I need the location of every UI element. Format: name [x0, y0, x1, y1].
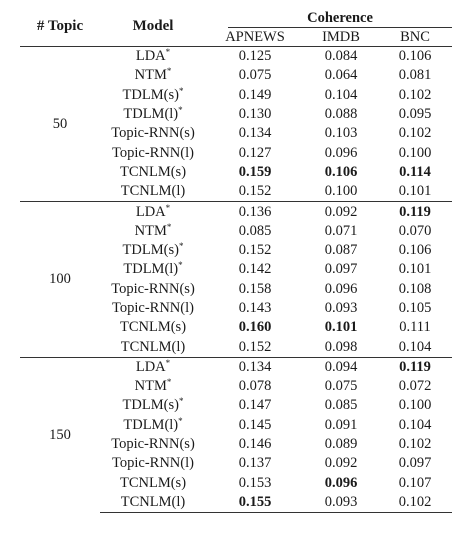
score-bnc-cell: 0.119: [378, 202, 452, 222]
asterisk-mark: *: [178, 85, 184, 96]
model-cell: [100, 299, 206, 318]
asterisk-mark: *: [165, 202, 171, 213]
score-apnews-cell: 0.137: [238, 455, 272, 472]
model-cell: [100, 280, 206, 299]
model-name: Topic-RNN(l): [112, 300, 194, 316]
model-name: TDLM(s): [122, 397, 179, 414]
score-imdb-cell: 0.091: [324, 416, 358, 433]
asterisk-mark: *: [165, 357, 171, 368]
score-apnews-cell: 0.142: [238, 261, 272, 278]
asterisk-mark: *: [166, 66, 172, 77]
score-apnews-cell: 0.145: [238, 416, 272, 433]
dataset-header-bnc: BNC: [400, 28, 430, 45]
model-cell: [100, 435, 206, 454]
table-row: [20, 47, 452, 67]
score-imdb-cell: 0.087: [324, 242, 358, 259]
model-cell: [100, 222, 206, 241]
model-name: NTM: [134, 222, 167, 239]
model-cell: [100, 241, 206, 260]
score-apnews-cell: 0.075: [238, 67, 272, 84]
score-imdb-cell: 0.094: [304, 357, 378, 377]
model-cell: [100, 493, 206, 513]
table-header: [20, 6, 452, 47]
model-cell: [100, 182, 206, 202]
score-imdb-cell: 0.084: [304, 47, 378, 67]
model-name: NTM: [134, 378, 167, 395]
model-cell: [100, 318, 206, 337]
table-row: [20, 202, 452, 222]
model-name: Topic-RNN(l): [112, 455, 194, 472]
asterisk-mark: *: [166, 377, 172, 388]
score-bnc-cell: 0.108: [398, 280, 432, 297]
score-bnc-cell: 0.081: [398, 67, 432, 84]
model-name: TDLM(s): [122, 242, 179, 259]
score-apnews-cell: 0.159: [238, 163, 272, 180]
model-cell: [100, 124, 206, 143]
model-name: LDA: [135, 358, 166, 375]
asterisk-mark: *: [178, 260, 183, 271]
table-row: [20, 357, 452, 377]
score-bnc-cell: 0.119: [378, 357, 452, 377]
score-apnews-cell: 0.134: [206, 357, 304, 377]
model-name: Topic-RNN(s): [111, 280, 195, 297]
score-bnc-cell: 0.100: [398, 397, 432, 414]
score-bnc-cell: 0.104: [398, 338, 432, 355]
model-cell: [100, 474, 206, 493]
model-cell: [100, 337, 206, 357]
score-imdb-cell: 0.096: [324, 280, 358, 297]
asterisk-mark: *: [178, 241, 184, 252]
score-imdb-cell: 0.064: [324, 67, 358, 84]
score-apnews-cell: 0.130: [238, 106, 272, 123]
model-name: Topic-RNN(s): [111, 125, 195, 142]
score-bnc-cell: 0.102: [398, 125, 432, 142]
score-apnews-cell: 0.136: [206, 202, 304, 222]
model-name: NTM: [134, 67, 167, 84]
model-cell: [100, 105, 206, 124]
score-bnc-cell: 0.106: [398, 242, 432, 259]
score-imdb-cell: 0.104: [324, 86, 358, 103]
model-cell: [100, 396, 206, 415]
model-name: LDA: [135, 203, 166, 220]
model-name: LDA: [135, 48, 166, 65]
score-imdb-cell: 0.092: [304, 202, 378, 222]
score-apnews-cell: 0.153: [238, 474, 272, 491]
score-imdb-cell: 0.093: [304, 493, 378, 513]
score-imdb-cell: 0.071: [324, 222, 358, 239]
model-name: TCNLM(l): [120, 338, 186, 355]
score-bnc-cell: 0.101: [398, 261, 432, 278]
score-apnews-cell: 0.078: [238, 378, 272, 395]
model-name: TDLM(l): [123, 261, 179, 278]
score-imdb-cell: 0.097: [324, 261, 358, 278]
score-apnews-cell: 0.147: [238, 397, 272, 414]
score-apnews-cell: 0.155: [206, 493, 304, 513]
score-imdb-cell: 0.096: [324, 474, 358, 491]
score-apnews-cell: 0.085: [238, 222, 272, 239]
model-name: TDLM(l): [123, 106, 179, 123]
model-cell: [100, 416, 206, 435]
score-imdb-cell: 0.103: [324, 125, 358, 142]
score-imdb-cell: 0.096: [324, 144, 358, 161]
model-cell: [100, 377, 206, 396]
model-name: TCNLM(s): [119, 474, 187, 491]
model-cell: [100, 357, 206, 377]
score-bnc-cell: 0.114: [399, 163, 431, 180]
score-bnc-cell: 0.104: [398, 416, 432, 433]
score-bnc-cell: 0.105: [398, 300, 432, 316]
score-apnews-cell: 0.158: [238, 280, 272, 297]
model-header: Model: [132, 17, 174, 34]
score-apnews-cell: 0.143: [238, 300, 272, 316]
model-name: TCNLM(l): [120, 493, 186, 510]
topic-count-cell: 100: [20, 202, 100, 357]
score-bnc-cell: 0.072: [398, 378, 432, 395]
score-imdb-cell: 0.075: [324, 378, 358, 395]
score-apnews-cell: 0.152: [238, 183, 272, 200]
score-bnc-cell: 0.101: [398, 183, 432, 200]
score-apnews-cell: 0.160: [238, 319, 272, 336]
model-cell: [100, 202, 206, 222]
score-imdb-cell: 0.100: [324, 183, 358, 200]
score-bnc-cell: 0.107: [398, 474, 432, 491]
score-bnc-cell: 0.100: [398, 144, 432, 161]
score-apnews-cell: 0.134: [238, 125, 272, 142]
model-cell: [100, 260, 206, 279]
model-name: TCNLM(s): [119, 319, 187, 336]
asterisk-mark: *: [165, 47, 171, 58]
score-imdb-cell: 0.098: [324, 338, 358, 355]
score-bnc-cell: 0.095: [398, 106, 432, 123]
model-name: TDLM(l): [123, 416, 179, 433]
score-imdb-cell: 0.088: [324, 106, 358, 123]
model-cell: [100, 66, 206, 85]
score-apnews-cell: 0.127: [238, 144, 272, 161]
score-apnews-cell: 0.152: [238, 338, 272, 355]
topic-count-cell: 150: [20, 357, 100, 512]
coherence-header: Coherence: [228, 10, 452, 28]
score-bnc-cell: 0.111: [399, 319, 431, 336]
score-imdb-cell: 0.093: [324, 300, 358, 316]
score-apnews-cell: 0.146: [238, 436, 272, 453]
topic-count-cell: 50: [20, 47, 100, 202]
score-bnc-cell: 0.102: [378, 493, 452, 513]
model-name: Topic-RNN(s): [111, 436, 195, 453]
asterisk-mark: *: [178, 105, 183, 116]
dataset-header-apnews: APNEWS: [225, 28, 285, 45]
model-name: TCNLM(l): [120, 183, 186, 200]
model-cell: [100, 47, 206, 67]
score-imdb-cell: 0.101: [324, 319, 358, 336]
score-apnews-cell: 0.152: [238, 242, 272, 259]
score-bnc-cell: 0.070: [398, 222, 432, 239]
model-cell: [100, 86, 206, 105]
asterisk-mark: *: [178, 396, 184, 407]
score-imdb-cell: 0.106: [324, 163, 358, 180]
table-body: [20, 47, 452, 513]
score-apnews-cell: 0.125: [206, 47, 304, 67]
score-bnc-cell: 0.097: [398, 455, 432, 472]
model-name: TDLM(s): [122, 86, 179, 103]
score-apnews-cell: 0.149: [238, 86, 272, 103]
model-cell: [100, 163, 206, 182]
score-imdb-cell: 0.089: [324, 436, 358, 453]
topic-header: # Topic: [36, 17, 84, 34]
score-bnc-cell: 0.102: [398, 436, 432, 453]
score-imdb-cell: 0.092: [324, 455, 358, 472]
model-name: TCNLM(s): [119, 163, 187, 180]
model-cell: [100, 143, 206, 162]
asterisk-mark: *: [178, 415, 183, 426]
asterisk-mark: *: [166, 221, 172, 232]
coherence-table: [20, 6, 452, 513]
model-cell: [100, 454, 206, 473]
score-imdb-cell: 0.085: [324, 397, 358, 414]
dataset-header-imdb: IMDB: [322, 28, 360, 45]
model-name: Topic-RNN(l): [112, 144, 194, 161]
score-bnc-cell: 0.102: [398, 86, 432, 103]
score-bnc-cell: 0.106: [378, 47, 452, 67]
